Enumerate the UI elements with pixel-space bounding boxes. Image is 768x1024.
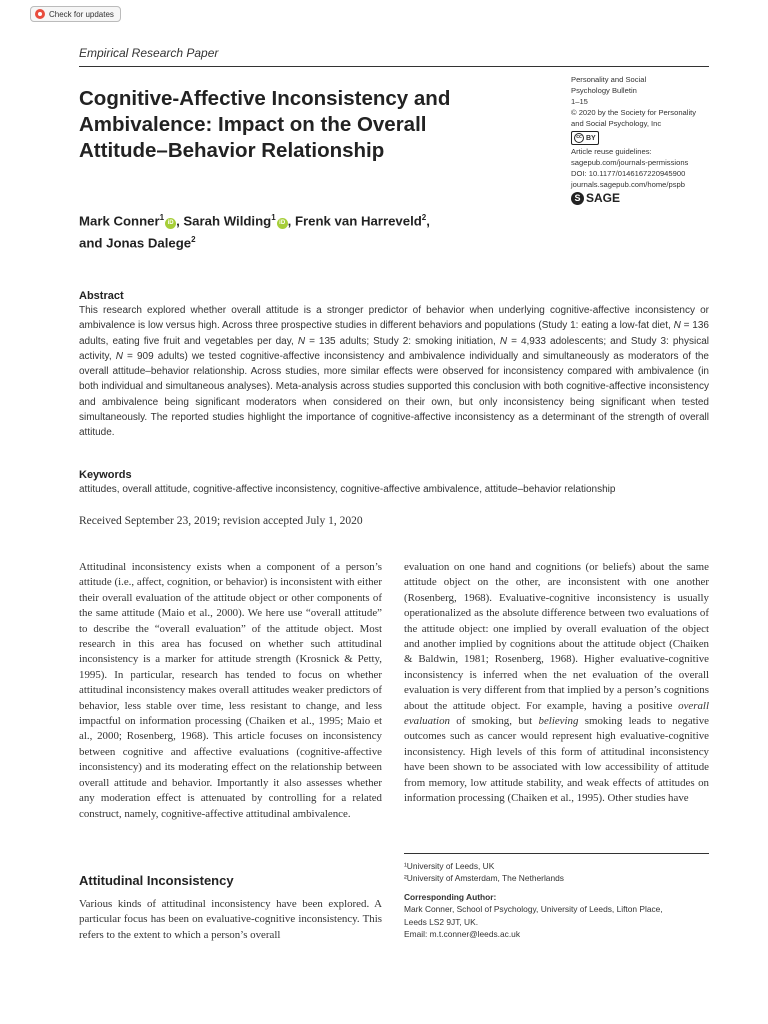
author-list [79, 208, 539, 253]
journal-name-2: Psychology Bulletin [571, 86, 637, 95]
copyright-1: © 2020 by the Society for Personality [571, 108, 697, 117]
crossmark-icon [35, 9, 45, 19]
body-paragraph-col2: evaluation on one hand and cognitions (or beliefs) about the same attitude object on the other, are inconsistent with one another (Rosenberg, 1968). Evaluative-cognitive inconsistency is usually operationalized as the absolute difference between two evaluations of the attitude object: one implied by overall evaluation of the object and another implied by cognitions about the attitude object (Chaiken & Baldwin, 1981; Rosenberg, 1968). Higher evaluative-cognitive inconsistency is inferred when the net evaluation of the overall evaluation is very different from that implied by a person’s cognitions about the attitude object. For example, having a positive overall evaluation of smoking, but believing smoking leads to negative outcomes such as cancer would represent high evaluative-cognitive inconsistency. High levels of this form of attitudinal inconsistency have been shown to be associated with low accessibility of attitude from memory, low attitude stability, and weak effects of attitudes on information processing (Chaiken et al., 1995). Other studies have [404, 561, 709, 805]
footnotes [404, 860, 709, 940]
affiliation-1: ¹University of Leeds, UK [404, 861, 495, 871]
author-separator: , [176, 213, 184, 229]
orcid-icon[interactable]: iD [165, 218, 176, 229]
journal-url[interactable]: journals.sagepub.com/home/pspb [571, 180, 685, 189]
body-paragraph-2: Various kinds of attitudinal inconsistency have been explored. A particular focus has been on evaluative-cognitive inconsistency. This refers to the extent to which a person’s overall [79, 898, 382, 941]
publisher-logo [571, 192, 721, 205]
affiliation-mark: 2 [191, 235, 196, 245]
received-date: Received September 23, 2019; revision accepted July 1, 2020 [79, 515, 363, 527]
publisher-name: SAGE [586, 191, 621, 205]
section-heading: Attitudinal Inconsistency [79, 873, 234, 888]
affiliation-mark: 1 [159, 213, 165, 222]
affiliation-2: ²University of Amsterdam, The Netherlands [404, 873, 564, 884]
author-separator: , [287, 213, 295, 229]
corresponding-address-2: Leeds LS2 9JT, UK. [404, 916, 479, 927]
affiliation-mark: 1 [271, 213, 276, 222]
affiliation-mark: 2 [421, 213, 427, 222]
corresponding-author-heading: Corresponding Author: [404, 891, 497, 902]
keywords-heading: Keywords [79, 469, 132, 481]
author-name: Frenk van Harreveld [294, 213, 422, 229]
author-name: Mark Conner [79, 213, 160, 229]
copyright-2: and Social Psychology, Inc [571, 119, 662, 128]
keywords-section [79, 469, 709, 497]
keywords-text: attitudes, overall attitude, cognitive-affective inconsistency, cognitive-affective ambivalence, attitude–behavior relationship [79, 484, 616, 495]
header-rule [79, 66, 709, 67]
orcid-icon[interactable]: iD [277, 218, 288, 229]
reuse-guidelines-label: Article reuse guidelines: [571, 147, 652, 156]
paper-type: Empirical Research Paper [79, 46, 219, 60]
cc-label: BY [586, 134, 596, 142]
page-range: 1–15 [571, 97, 588, 106]
reuse-guidelines-link[interactable]: sagepub.com/journals-permissions [571, 158, 689, 167]
creative-commons-icon: cc BY [571, 131, 599, 145]
author-separator: , [426, 213, 430, 229]
footnote-rule [404, 853, 709, 854]
abstract-heading: Abstract [79, 290, 124, 302]
author-name: and Jonas Dalege [79, 235, 192, 251]
doi[interactable]: DOI: 10.1177/0146167220945900 [571, 169, 686, 178]
corresponding-address-1: Mark Conner, School of Psychology, University of Leeds, Lifton Place, [404, 904, 663, 915]
check-for-updates-badge[interactable] [30, 6, 121, 22]
badge-label: Check for updates [49, 9, 114, 19]
abstract-section [79, 290, 709, 441]
abstract-text: This research explored whether overall attitude is a stronger predictor of behavior when underlying cognitive-affective inconsistency or ambivalence is low versus high. Across three prospective studies in different behaviors and populations (Study 1: eating a low-fat diet, N = 136 adults, eating five fruit and vegetables per day, N = 135 adults; Study 2: smoking initiation, N = 4,933 adolescents; and Study 3: physical activity, N = 909 adults) we tested cognitive-affective inconsistency and ambivalence individually and simultaneously as moderators of the overall attitude–behavior relationship. Across studies, more similar effects were observed for inconsistency compared with ambivalence (in both individual and simultaneous analyses). Meta-analysis across studies supported this conclusion with both cognitive-affective inconsistency and ambivalence being significant moderators when considered on their own, but only inconsistency being significant when tested simultaneously. The reported studies highlight the importance of cognitive-affective inconsistency as a determinant of the strength of overall attitude. [79, 305, 709, 439]
sage-logo-icon: S [571, 192, 584, 205]
body-paragraph-1: Attitudinal inconsistency exists when a component of a person’s attitude (i.e., affect, cognition, or behavior) is inconsistent with either their overall evaluation of the attitude object or other components of the same attitude (Maio et al., 2000). We here use “overall attitude” to describe the “overall evaluation” of the attitude object. Most research in this area has focused on whether such attitudinal inconsistency is a marker for attitude strength (Krosnick & Petty, 1995). In particular, research has tended to focus on whether attitudinal inconsistency makes overall attitudes weaker predictors of behavior, less stable over time, less resistant to change, and less impactful on information processing (Chaiken et al., 1995; Maio et al., 2000; Rosenberg, 1968). This article focuses on inconsistency between cognitive and affective evaluations (cognitive-affective inconsistency) and its moderating effect on the relationship between overall attitude and behavior. Importantly it also assesses whether any moderation effect is attenuated by controlling for a related construct, namely, cognitive-affective attitudinal ambivalence. [79, 561, 382, 820]
corresponding-email[interactable]: Email: m.t.conner@leeds.ac.uk [404, 929, 521, 940]
journal-name-1: Personality and Social [571, 75, 647, 84]
author-name: Sarah Wilding [183, 213, 272, 229]
paper-title: Cognitive-Affective Inconsistency and Ambivalence: Impact on the Overall Attitude–Behavior Relationship [79, 87, 451, 162]
journal-meta [571, 74, 721, 205]
